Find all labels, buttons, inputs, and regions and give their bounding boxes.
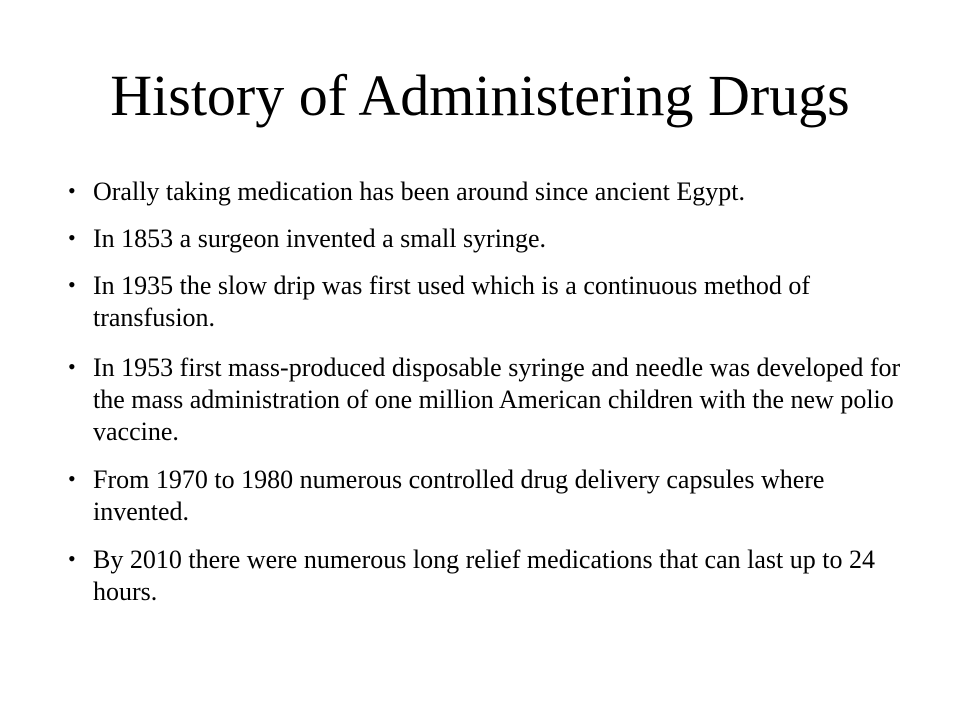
bullet-list (58, 176, 918, 608)
bullet-item (58, 223, 918, 255)
bullet-item (58, 464, 918, 528)
bullet-point-icon: • (68, 466, 76, 491)
bullet-point-icon: • (68, 178, 76, 203)
bullet-text: In 1853 a surgeon invented a small syringe. (93, 224, 546, 253)
bullet-item (58, 352, 918, 448)
bullet-point-icon: • (68, 354, 76, 379)
bullet-text: In 1953 first mass-produced disposable syringe and needle was developed for the mass administration of one million American children with the new polio vaccine. (93, 353, 901, 446)
bullet-item (58, 176, 918, 208)
bullet-text: In 1935 the slow drip was first used which is a continuous method of transfusion. (93, 271, 811, 332)
bullet-point-icon: • (68, 225, 76, 250)
bullet-item (58, 544, 918, 608)
slide-title: History of Administering Drugs (110, 63, 850, 128)
bullet-point-icon: • (68, 272, 76, 297)
bullet-item (58, 270, 918, 334)
bullet-text: By 2010 there were numerous long relief medications that can last up to 24 hours. (93, 545, 875, 606)
bullet-text: From 1970 to 1980 numerous controlled drug delivery capsules where invented. (93, 465, 825, 526)
bullet-text: Orally taking medication has been around since ancient Egypt. (93, 177, 745, 206)
bullet-point-icon: • (68, 546, 76, 571)
